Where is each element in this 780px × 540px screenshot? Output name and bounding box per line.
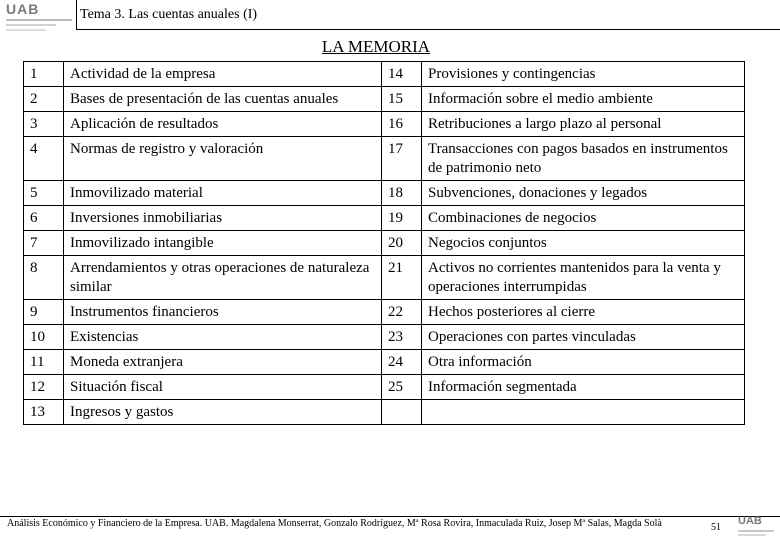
footer-uab-logo	[738, 516, 778, 538]
item-number: 14	[382, 62, 422, 87]
item-number: 1	[24, 62, 64, 87]
logo-subline	[738, 530, 774, 532]
uab-logo-mark: UAB	[6, 1, 40, 17]
item-title: Transacciones con pagos basados en instrumentos de patrimonio neto	[422, 137, 745, 181]
header-title: Tema 3. Las cuentas anuales (I)	[80, 7, 258, 22]
item-number: 17	[382, 137, 422, 181]
item-number: 18	[382, 181, 422, 206]
item-title: Moneda extranjera	[64, 350, 382, 375]
item-title: Información sobre el medio ambiente	[422, 87, 745, 112]
item-number: 21	[382, 256, 422, 300]
table-row	[24, 137, 745, 181]
logo-subline	[6, 29, 46, 31]
item-number: 3	[24, 112, 64, 137]
item-title: Normas de registro y valoración	[64, 137, 382, 181]
table-row	[24, 350, 745, 375]
item-title: Combinaciones de negocios	[422, 206, 745, 231]
item-number: 11	[24, 350, 64, 375]
item-title: Otra información	[422, 350, 745, 375]
header-divider	[76, 29, 780, 30]
item-title: Arrendamientos y otras operaciones de naturaleza similar	[64, 256, 382, 300]
item-title: Situación fiscal	[64, 375, 382, 400]
table-row	[24, 300, 745, 325]
item-number: 25	[382, 375, 422, 400]
item-title: Inversiones inmobiliarias	[64, 206, 382, 231]
page-number: 51	[711, 522, 721, 533]
item-number: 24	[382, 350, 422, 375]
item-number: 10	[24, 325, 64, 350]
item-number: 22	[382, 300, 422, 325]
item-title: Hechos posteriores al cierre	[422, 300, 745, 325]
item-number: 12	[24, 375, 64, 400]
item-number: 15	[382, 87, 422, 112]
item-title: Subvenciones, donaciones y legados	[422, 181, 745, 206]
item-title: Actividad de la empresa	[64, 62, 382, 87]
item-number: 6	[24, 206, 64, 231]
item-title: Existencias	[64, 325, 382, 350]
logo-subline	[6, 24, 56, 26]
item-title	[422, 400, 745, 425]
table-row	[24, 400, 745, 425]
item-number: 13	[24, 400, 64, 425]
item-number: 20	[382, 231, 422, 256]
item-number: 9	[24, 300, 64, 325]
item-title: Bases de presentación de las cuentas anuales	[64, 87, 382, 112]
uab-logo	[6, 2, 78, 32]
item-title: Aplicación de resultados	[64, 112, 382, 137]
item-number: 16	[382, 112, 422, 137]
item-number: 4	[24, 137, 64, 181]
item-title: Activos no corrientes mantenidos para la venta y operaciones interrumpidas	[422, 256, 745, 300]
item-title: Provisiones y contingencias	[422, 62, 745, 87]
item-number: 5	[24, 181, 64, 206]
item-number: 2	[24, 87, 64, 112]
header-divider-vertical	[76, 0, 77, 30]
item-title: Inmovilizado intangible	[64, 231, 382, 256]
item-title: Retribuciones a largo plazo al personal	[422, 112, 745, 137]
item-number: 23	[382, 325, 422, 350]
table-row	[24, 181, 745, 206]
item-title: Inmovilizado material	[64, 181, 382, 206]
item-number: 19	[382, 206, 422, 231]
table-row	[24, 87, 745, 112]
table-row	[24, 256, 745, 300]
logo-subline	[738, 534, 766, 536]
table-row	[24, 62, 745, 87]
logo-subline	[6, 19, 72, 21]
item-title: Información segmentada	[422, 375, 745, 400]
table-row	[24, 325, 745, 350]
item-title: Operaciones con partes vinculadas	[422, 325, 745, 350]
table-row	[24, 375, 745, 400]
page-title: LA MEMORIA	[321, 37, 431, 56]
item-title: Instrumentos financieros	[64, 300, 382, 325]
table-row	[24, 112, 745, 137]
memoria-table	[23, 61, 745, 425]
item-title: Negocios conjuntos	[422, 231, 745, 256]
item-title: Ingresos y gastos	[64, 400, 382, 425]
item-number	[382, 400, 422, 425]
table-row	[24, 206, 745, 231]
footer-logo-mark: UAB	[738, 515, 762, 527]
footer-divider	[0, 516, 780, 517]
footer-credits: Análisis Económico y Financiero de la Empresa. UAB. Magdalena Monserrat, Gonzalo Rodríguez, Mª Rosa Rovira, Inmaculada Ruiz, Josep Mª Salas, Magda Solà	[7, 518, 662, 529]
memoria-table-body	[24, 62, 745, 425]
table-row	[24, 231, 745, 256]
item-number: 8	[24, 256, 64, 300]
item-number: 7	[24, 231, 64, 256]
